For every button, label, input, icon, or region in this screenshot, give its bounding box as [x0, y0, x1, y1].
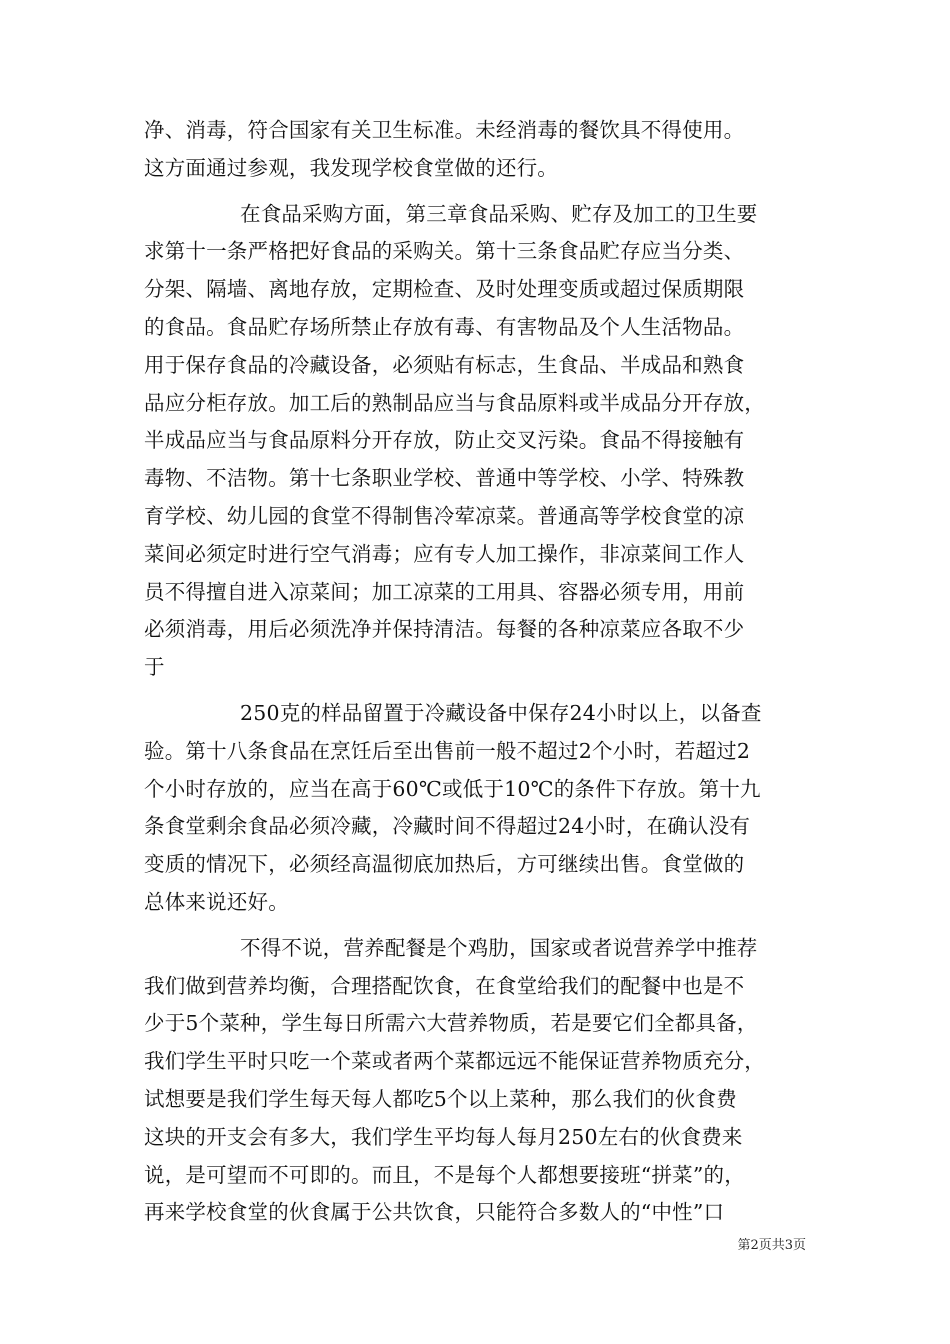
text-line: 求第十一条严格把好食品的采购关。第十三条食品贮存应当分类、	[144, 239, 745, 264]
text-line: 再来学校食堂的伙食属于公共饮食，只能符合多数人的“中性”口	[144, 1200, 725, 1225]
text-line: 个小时存放的，应当在高于60℃或低于10℃的条件下存放。第十九	[144, 776, 761, 801]
text-line: 净、消毒，符合国家有关卫生标准。未经消毒的餐饮具不得使用。	[144, 118, 745, 142]
text-line: 这块的开支会有多大，我们学生平均每人每月250左右的伙食费来	[144, 1124, 743, 1149]
text-line: 于	[144, 655, 165, 680]
paragraph-3	[144, 695, 809, 922]
text-line: 菜间必须定时进行空气消毒；应有专人加工操作，非凉菜间工作人	[144, 541, 745, 566]
text-line: 总体来说还好。	[144, 889, 289, 914]
paragraph-1	[144, 112, 809, 188]
page-number-footer: 第2页共3页	[737, 1238, 806, 1253]
text-line: 在食品采购方面，第三章食品采购、贮存及加工的卫生要	[240, 201, 758, 226]
text-line: 毒物、不洁物。第十七条职业学校、普通中等学校、小学、特殊教	[144, 466, 745, 491]
text-line: 说，是可望而不可即的。而且，不是每个人都想要接班“拼菜”的，	[144, 1162, 745, 1187]
text-line: 分架、隔墙、离地存放，定期检查、及时处理变质或超过保质期限	[144, 277, 745, 302]
text-line: 用于保存食品的冷藏设备，必须贴有标志，生食品、半成品和熟食	[144, 352, 745, 377]
text-line: 试想要是我们学生每天每人都吃5个以上菜种，那么我们的伙食费	[144, 1086, 737, 1111]
text-line: 员不得擅自进入凉菜间；加工凉菜的工用具、容器必须专用，用前	[144, 579, 745, 604]
text-line: 品应分柜存放。加工后的熟制品应当与食品原料或半成品分开存放，	[144, 390, 765, 415]
text-line: 半成品应当与食品原料分开存放，防止交叉污染。食品不得接触有	[144, 428, 745, 453]
text-line: 条食堂剩余食品必须冷藏，冷藏时间不得超过24小时，在确认没有	[144, 814, 751, 839]
text-line: 不得不说，营养配餐是个鸡肋，国家或者说营养学中推荐	[240, 935, 758, 960]
text-line: 必须消毒，用后必须洗净并保持清洁。每餐的各种凉菜应各取不少	[144, 617, 745, 642]
text-line: 验。第十八条食品在烹饪后至出售前一般不超过2个小时，若超过2	[144, 738, 751, 763]
text-line: 我们做到营养均衡，合理搭配饮食，在食堂给我们的配餐中也是不	[144, 973, 745, 998]
paragraph-2	[144, 196, 809, 687]
text-line: 我们学生平时只吃一个菜或者两个菜都远远不能保证营养物质充分，	[144, 1049, 765, 1074]
text-line: 的食品。食品贮存场所禁止存放有毒、有害物品及个人生活物品。	[144, 314, 745, 339]
paragraph-4	[144, 930, 809, 1232]
text-line: 这方面通过参观，我发现学校食堂做的还行。	[144, 155, 558, 180]
text-line: 育学校、幼儿园的食堂不得制售冷荤凉菜。普通高等学校食堂的凉	[144, 503, 745, 528]
text-line: 变质的情况下，必须经高温彻底加热后，方可继续出售。食堂做的	[144, 852, 745, 877]
text-line: 250克的样品留置于冷藏设备中保存24小时以上，以备查	[240, 700, 762, 725]
text-line: 少于5个菜种，学生每日所需六大营养物质，若是要它们全都具备，	[144, 1011, 758, 1036]
document-body	[144, 112, 809, 1232]
